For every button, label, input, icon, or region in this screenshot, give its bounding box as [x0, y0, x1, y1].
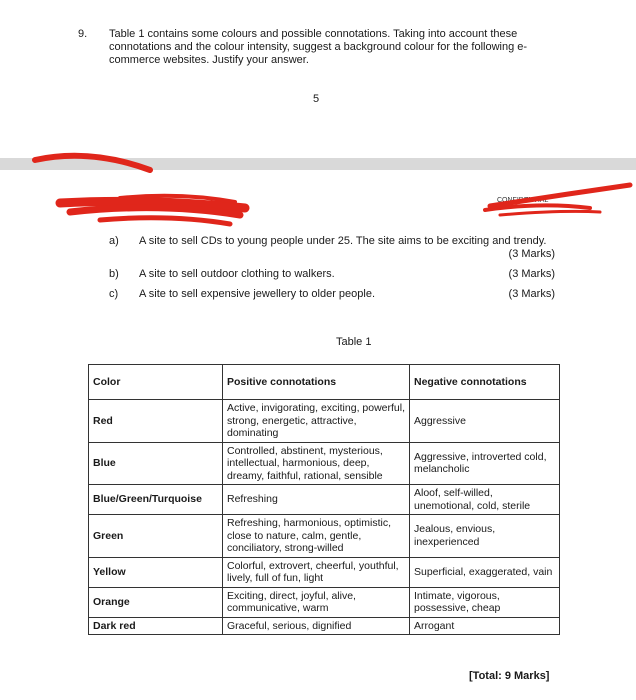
- subquestion-label: c): [109, 288, 119, 300]
- color-cell: Green: [89, 515, 223, 558]
- subquestion-text: A site to sell CDs to young people under 25. The site aims to be exciting and trendy.: [139, 235, 547, 247]
- subquestion-text: A site to sell outdoor clothing to walkers.: [139, 268, 335, 280]
- table-row: [89, 557, 560, 587]
- subquestion-marks: (3 Marks): [508, 288, 555, 300]
- negative-cell: Aggressive, introverted cold, melancholic: [410, 442, 560, 485]
- color-cell: Dark red: [89, 617, 223, 635]
- subquestion-label: a): [109, 235, 119, 247]
- negative-cell: Aggressive: [410, 400, 560, 443]
- positive-cell: Graceful, serious, dignified: [223, 617, 410, 635]
- table-header-row: [89, 365, 560, 400]
- negative-cell: Superficial, exaggerated, vain: [410, 557, 560, 587]
- color-cell: Red: [89, 400, 223, 443]
- table-title: Table 1: [336, 336, 372, 348]
- subquestion-label: b): [109, 268, 119, 280]
- positive-cell: Exciting, direct, joyful, alive, communicative, warm: [223, 587, 410, 617]
- table-row: [89, 400, 560, 443]
- header-left-text: 2023 Final Examination: [92, 198, 166, 205]
- negative-cell: Arrogant: [410, 617, 560, 635]
- subquestion-b: [109, 268, 555, 282]
- negative-cell: Aloof, self-willed, unemotional, cold, sterile: [410, 485, 560, 515]
- red-scribble-icon: [0, 140, 636, 230]
- header-color: Color: [89, 365, 223, 400]
- color-cell: Yellow: [89, 557, 223, 587]
- header-right-text: CONFIDENTIAL: [497, 197, 549, 204]
- subquestion-a: [109, 235, 555, 263]
- negative-cell: Intimate, vigorous, possessive, cheap: [410, 587, 560, 617]
- color-cell: Blue: [89, 442, 223, 485]
- page-number: 5: [313, 93, 320, 105]
- total-marks: [Total: 9 Marks]: [469, 670, 550, 682]
- negative-cell: Jealous, envious, inexperienced: [410, 515, 560, 558]
- table-row: [89, 587, 560, 617]
- colour-table: [88, 364, 560, 635]
- header-negative: Negative connotations: [410, 365, 560, 400]
- table-row: [89, 617, 560, 635]
- header-positive: Positive connotations: [223, 365, 410, 400]
- positive-cell: Controlled, abstinent, mysterious, intellectual, harmonious, deep, dreamy, faithful, rational, sensible: [223, 442, 410, 485]
- subquestion-marks: (3 Marks): [508, 248, 555, 260]
- color-cell: Blue/Green/Turquoise: [89, 485, 223, 515]
- subquestion-c: [109, 288, 555, 302]
- color-cell: Orange: [89, 587, 223, 617]
- question-number: 9.: [78, 28, 88, 40]
- table-row: [89, 442, 560, 485]
- question-text: Table 1 contains some colours and possible connotations. Taking into account these connotations and the colour intensity, suggest a background colour for the following e-commerce websites. Justify your answer.: [109, 28, 528, 66]
- page-top: [0, 0, 636, 158]
- positive-cell: Refreshing, harmonious, optimistic, close to nature, calm, gentle, conciliatory, strong-willed: [223, 515, 410, 558]
- table-row: [89, 515, 560, 558]
- positive-cell: Colorful, extrovert, cheerful, youthful, lively, full of fun, light: [223, 557, 410, 587]
- positive-cell: Active, invigorating, exciting, powerful, strong, energetic, attractive, dominating: [223, 400, 410, 443]
- table-row: [89, 485, 560, 515]
- positive-cell: Refreshing: [223, 485, 410, 515]
- subquestion-text: A site to sell expensive jewellery to older people.: [139, 288, 376, 300]
- subquestion-marks: (3 Marks): [508, 268, 555, 280]
